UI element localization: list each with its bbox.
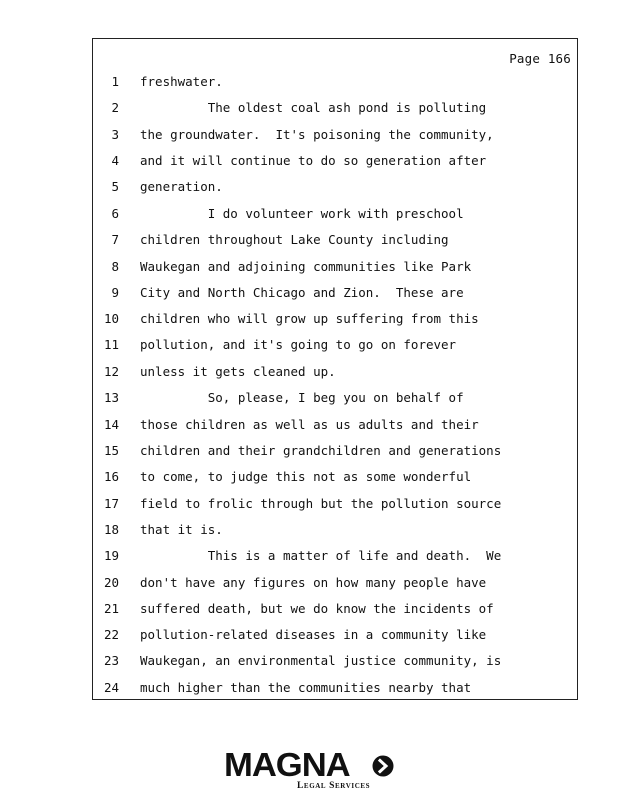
- transcript-line: [93, 257, 577, 277]
- logo-wordmark: MAGNA: [224, 746, 350, 783]
- transcript-line: [93, 546, 577, 566]
- line-number: 17: [103, 496, 119, 511]
- line-text: This is a matter of life and death. We: [140, 548, 502, 563]
- transcript-line: [93, 599, 577, 619]
- line-number: 16: [103, 469, 119, 484]
- line-number: 18: [103, 522, 119, 537]
- transcript-line: [93, 230, 577, 250]
- line-text: field to frolic through but the pollution source: [140, 496, 502, 511]
- magna-logo: [224, 748, 396, 794]
- line-number: 3: [111, 127, 119, 142]
- line-text: pollution, and it's going to go on forever: [140, 337, 457, 352]
- line-number: 1: [111, 74, 119, 89]
- transcript-line: [93, 335, 577, 355]
- transcript-line: [93, 283, 577, 303]
- line-number: 9: [111, 285, 119, 300]
- transcript-line: [93, 204, 577, 224]
- line-number: 6: [111, 206, 119, 221]
- line-text: So, please, I beg you on behalf of: [140, 390, 464, 405]
- line-number: 4: [111, 153, 119, 168]
- line-text: unless it gets cleaned up.: [140, 364, 336, 379]
- line-number: 12: [103, 364, 119, 379]
- transcript-page: [92, 38, 578, 700]
- line-number: 24: [103, 680, 119, 695]
- transcript-line: [93, 415, 577, 435]
- transcript-line: [93, 309, 577, 329]
- line-number: 11: [103, 337, 119, 352]
- line-number: 7: [111, 232, 119, 247]
- transcript-line: [93, 520, 577, 540]
- line-number: 15: [103, 443, 119, 458]
- line-text: children throughout Lake County including: [140, 232, 449, 247]
- line-text: Waukegan and adjoining communities like Park: [140, 259, 472, 274]
- line-text: suffered death, but we do know the incidents of: [140, 601, 494, 616]
- line-number: 21: [103, 601, 119, 616]
- line-text: children who will grow up suffering from this: [140, 311, 479, 326]
- line-number: 22: [103, 627, 119, 642]
- line-text: don't have any figures on how many people have: [140, 575, 487, 590]
- transcript-line: [93, 494, 577, 514]
- line-text: freshwater.: [140, 74, 223, 89]
- line-text: the groundwater. It's poisoning the community,: [140, 127, 494, 142]
- line-number: 20: [103, 575, 119, 590]
- line-text: much higher than the communities nearby that: [140, 680, 472, 695]
- line-text: Waukegan, an environmental justice community, is: [140, 653, 502, 668]
- line-text: those children as well as us adults and their: [140, 417, 479, 432]
- transcript-line: [93, 151, 577, 171]
- transcript-line: [93, 651, 577, 671]
- line-number: 19: [103, 548, 119, 563]
- line-text: to come, to judge this not as some wonderful: [140, 469, 472, 484]
- line-number: 14: [103, 417, 119, 432]
- transcript-line: [93, 573, 577, 593]
- page-number: Page 166: [509, 51, 571, 66]
- line-number: 23: [103, 653, 119, 668]
- line-number: 2: [111, 100, 119, 115]
- transcript-line: [93, 441, 577, 461]
- transcript-line: [93, 362, 577, 382]
- transcript-line: [93, 72, 577, 92]
- line-text: generation.: [140, 179, 223, 194]
- line-number: 13: [103, 390, 119, 405]
- transcript-line: [93, 388, 577, 408]
- line-text: and it will continue to do so generation after: [140, 153, 487, 168]
- logo-subtitle: Legal Services: [297, 781, 371, 791]
- line-number: 8: [111, 259, 119, 274]
- line-text: City and North Chicago and Zion. These are: [140, 285, 464, 300]
- line-text: I do volunteer work with preschool: [140, 206, 464, 221]
- transcript-line: [93, 467, 577, 487]
- line-text: that it is.: [140, 522, 223, 537]
- line-text: children and their grandchildren and generations: [140, 443, 502, 458]
- line-text: The oldest coal ash pond is polluting: [140, 100, 487, 115]
- line-number: 5: [111, 179, 119, 194]
- line-number: 10: [103, 311, 119, 326]
- line-text: pollution-related diseases in a community like: [140, 627, 487, 642]
- transcript-line: [93, 678, 577, 698]
- chevron-right-circle-icon: [372, 755, 394, 777]
- transcript-line: [93, 98, 577, 118]
- transcript-line: [93, 125, 577, 145]
- transcript-line: [93, 625, 577, 645]
- transcript-line: [93, 177, 577, 197]
